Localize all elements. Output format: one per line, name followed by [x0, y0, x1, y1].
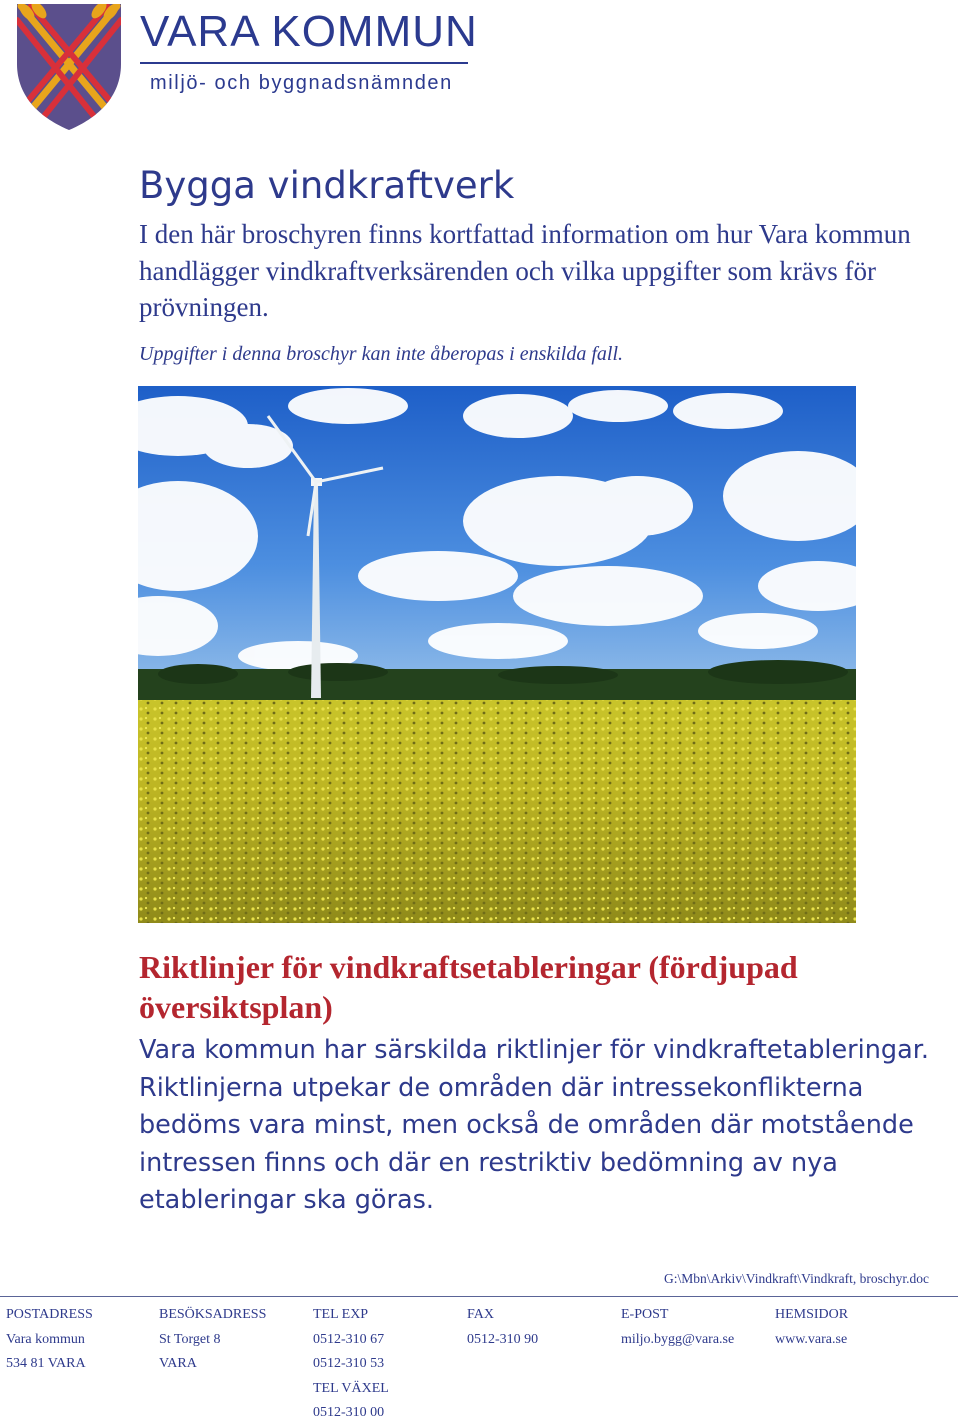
footer-label: FAX — [467, 1307, 494, 1322]
footer-value: 0512-310 53 — [313, 1356, 385, 1371]
section-heading: Riktlinjer för vindkraftsetableringar (fördjupad översiktsplan) — [139, 949, 798, 1025]
footer-value: Vara kommun — [6, 1331, 85, 1347]
disclaimer-text: Uppgifter i denna broschyr kan inte åberopas i enskilda fall. — [139, 343, 624, 365]
organization-subtitle: miljö- och byggnadsnämnden — [150, 72, 453, 94]
footer-value: VARA — [159, 1356, 197, 1371]
footer-label: HEMSIDOR — [775, 1307, 849, 1322]
vara-coat-of-arms-icon — [15, 2, 123, 132]
document-title: Bygga vindkraftverk — [139, 164, 515, 207]
file-path: G:\Mbn\Arkiv\Vindkraft\Vindkraft, broschyr.doc — [664, 1271, 929, 1286]
footer-label: E-POST — [621, 1307, 669, 1322]
footer-value: 0512-310 67 — [313, 1331, 385, 1347]
organization-name: VARA KOMMUN — [140, 7, 478, 56]
footer-label: BESÖKSADRESS — [159, 1307, 267, 1322]
footer-value: TEL VÄXEL — [313, 1380, 389, 1396]
section-body: Vara kommun har särskilda riktlinjer för vindkraftetableringar. Riktlinjerna utpekar de områden där intressekonflikterna bedöms vara minst, men också de områden där motstående intressen finns och där en restriktiv bedömning av nya etableringar ska göras. — [139, 1035, 929, 1215]
footer-postadress — [6, 1303, 93, 1377]
wind-turbine-rapeseed-field-image — [138, 386, 856, 923]
footer-telefon — [313, 1303, 389, 1426]
footer-hemsidor — [775, 1303, 848, 1352]
header-rule — [140, 62, 468, 64]
footer-value: 534 81 VARA — [6, 1356, 86, 1371]
footer-website-link[interactable]: www.vara.se — [775, 1331, 848, 1347]
intro-paragraph: I den här broschyren finns kortfattad information om hur Vara kommun handlägger vindkraftverksärenden och vilka uppgifter som krävs för prövningen. — [139, 219, 911, 322]
footer-value: 0512-310 00 — [313, 1405, 385, 1420]
footer-value: 0512-310 90 — [467, 1331, 539, 1347]
footer-value: St Torget 8 — [159, 1331, 221, 1347]
footer-besoksadress — [159, 1303, 266, 1377]
footer-rule — [0, 1296, 958, 1297]
footer-email-link[interactable]: miljo.bygg@vara.se — [621, 1331, 735, 1347]
footer-fax — [467, 1303, 538, 1352]
footer-epost — [621, 1303, 734, 1352]
footer-label: POSTADRESS — [6, 1307, 93, 1322]
footer-label: TEL EXP — [313, 1307, 369, 1322]
